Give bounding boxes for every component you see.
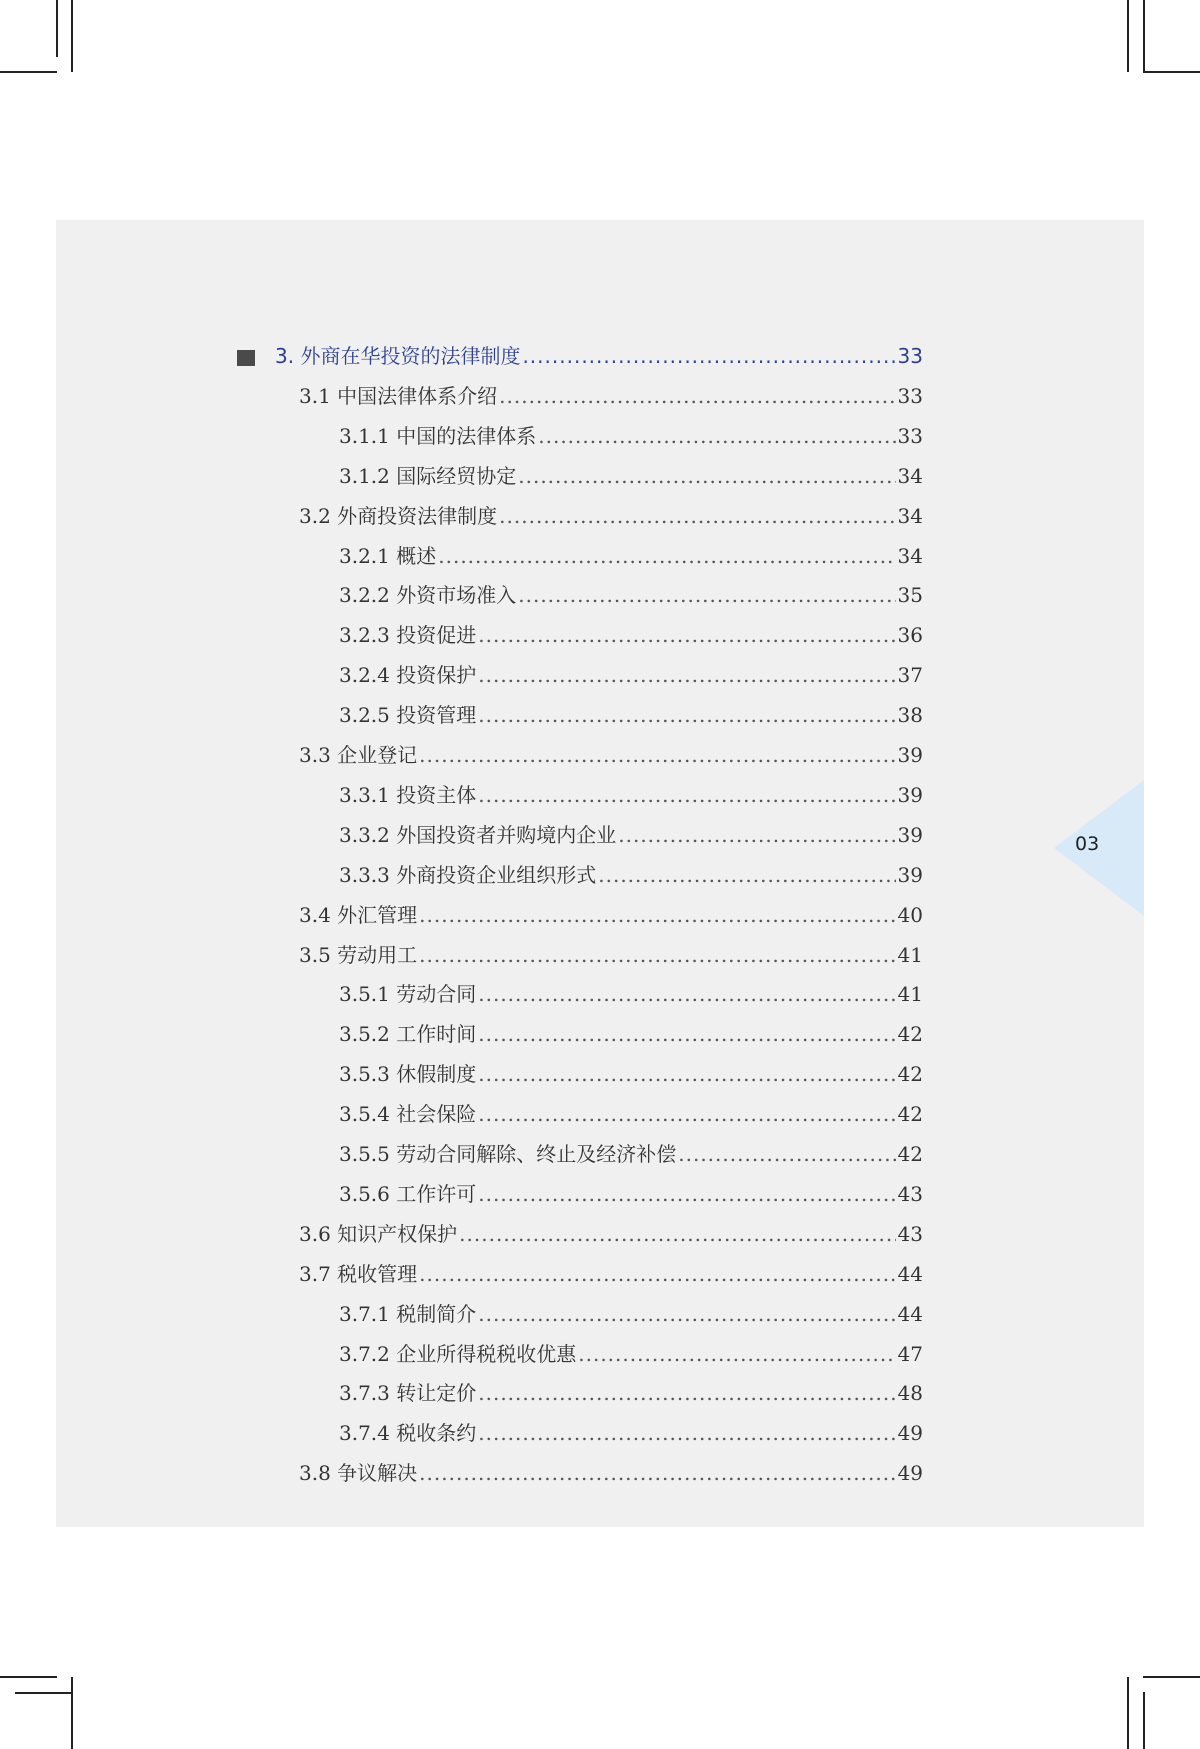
toc-dot-leader: [518, 461, 895, 491]
toc-page-number: 40: [897, 902, 923, 927]
crop-mark-bottom-left-v: [71, 1677, 73, 1749]
toc-dot-leader: [478, 979, 895, 1009]
toc-page-number: 44: [897, 1261, 923, 1286]
toc-subsection-entry[interactable]: [339, 780, 923, 810]
toc-dot-leader: [459, 1219, 895, 1249]
toc-subsection-entry[interactable]: [339, 860, 923, 890]
toc-dot-leader: [522, 341, 895, 371]
toc-dot-leader: [478, 1179, 895, 1209]
crop-mark-bottom-left-h2: [15, 1692, 72, 1694]
toc-dot-leader: [598, 860, 895, 890]
toc-dot-leader: [618, 820, 895, 850]
toc-subsection-entry[interactable]: [339, 1179, 923, 1209]
crop-mark-bottom-left-h: [0, 1676, 57, 1678]
toc-entry-label: 3.5.1 劳动合同: [339, 982, 477, 1007]
toc-subsection-entry[interactable]: [339, 541, 923, 571]
toc-subsection-entry[interactable]: [339, 1378, 923, 1408]
toc-section-entry[interactable]: [299, 1458, 923, 1488]
toc-page-number: 42: [897, 1062, 923, 1087]
toc-dot-leader: [499, 381, 895, 411]
toc-section-entry[interactable]: [299, 381, 923, 411]
toc-entry-label: 3.1.2 国际经贸协定: [339, 463, 517, 488]
toc-dot-leader: [478, 700, 895, 730]
toc-page-number: 39: [897, 822, 923, 847]
toc-entry-label: 3.5.5 劳动合同解除、终止及经济补偿: [339, 1142, 677, 1166]
toc-dot-leader: [478, 1299, 895, 1329]
toc-entry-label: 3.1.1 中国的法律体系: [339, 423, 537, 448]
toc-entry-label: 3.7.3 转让定价: [339, 1381, 477, 1406]
toc-entry-label: 3.5.6 工作许可: [339, 1181, 477, 1206]
toc-page-number: 37: [897, 663, 923, 688]
toc-page-number: 41: [897, 942, 923, 967]
toc-dot-leader: [478, 660, 895, 690]
toc-subsection-entry[interactable]: [339, 979, 923, 1009]
toc-page-number: 44: [897, 1301, 923, 1326]
toc-entry-label: 3.2 外商投资法律制度: [299, 503, 498, 528]
toc-subsection-entry[interactable]: [339, 1299, 923, 1329]
toc-subsection-entry[interactable]: [339, 1019, 923, 1049]
toc-page-number: 33: [897, 344, 923, 368]
toc-entry-label: 3.7.4 税收条约: [339, 1421, 477, 1446]
toc-entry-label: 3.1 中国法律体系介绍: [299, 383, 498, 408]
crop-mark-top-right-v: [1127, 0, 1129, 72]
toc-dot-leader: [678, 1139, 895, 1169]
crop-mark-top-left-v: [71, 0, 73, 72]
toc-dot-leader: [419, 900, 895, 930]
toc-entry-label: 3.4 外汇管理: [299, 902, 418, 927]
toc-dot-leader: [419, 740, 895, 770]
toc-page-number: 35: [897, 583, 923, 608]
toc-page-number: 47: [897, 1341, 923, 1366]
toc-dot-leader: [419, 1259, 895, 1289]
toc-panel: [56, 220, 1144, 1527]
toc-entry-label: 3.2.5 投资管理: [339, 703, 477, 728]
toc-entry-label: 3.2.1 概述: [339, 543, 437, 568]
toc-subsection-entry[interactable]: [339, 820, 923, 850]
toc-page-number: 43: [897, 1221, 923, 1246]
toc-entry-label: 3.3.1 投资主体: [339, 782, 477, 807]
toc-page-number: 41: [897, 982, 923, 1007]
table-of-contents: [56, 220, 1144, 1527]
toc-section-entry[interactable]: [299, 501, 923, 531]
toc-subsection-entry[interactable]: [339, 1139, 923, 1169]
toc-dot-leader: [499, 501, 895, 531]
toc-page-number: 34: [897, 463, 923, 488]
toc-entry-label: 3.5.3 休假制度: [339, 1062, 477, 1087]
toc-entry-label: 3.7.2 企业所得税税收优惠: [339, 1341, 577, 1366]
toc-page-number: 39: [897, 743, 923, 767]
toc-dot-leader: [478, 1019, 895, 1049]
toc-dot-leader: [419, 1458, 895, 1488]
toc-page-number: 38: [897, 703, 923, 728]
chapter-tab-label: 03: [1075, 833, 1100, 855]
toc-subsection-entry[interactable]: [339, 580, 923, 610]
toc-entry-label: 3.3.2 外国投资者并购境内企业: [339, 822, 617, 847]
toc-subsection-entry[interactable]: [339, 1099, 923, 1129]
toc-entry-label: 3.5.2 工作时间: [339, 1022, 477, 1047]
toc-dot-leader: [478, 1099, 895, 1129]
toc-entry-label: 3.7.1 税制简介: [339, 1301, 477, 1326]
toc-entry-label: 3.2.2 外资市场准入: [339, 583, 517, 608]
crop-mark-top-right-h: [1143, 71, 1200, 73]
toc-section-entry[interactable]: [299, 900, 923, 930]
toc-page-number: 33: [897, 423, 923, 448]
toc-chapter-entry[interactable]: [275, 341, 923, 371]
toc-entry-label: 3.2.3 投资促进: [339, 623, 477, 648]
crop-mark-bottom-right-v: [1127, 1677, 1129, 1749]
toc-page-number: 33: [897, 383, 923, 408]
toc-dot-leader: [478, 1059, 895, 1089]
toc-entry-label: 3.3 企业登记: [299, 743, 418, 767]
toc-dot-leader: [419, 940, 895, 970]
toc-entry-label: 3.5 劳动用工: [299, 942, 418, 967]
toc-page-number: 48: [897, 1381, 923, 1406]
toc-page-number: 49: [897, 1461, 923, 1486]
crop-mark-top-left-v2: [56, 0, 58, 57]
toc-subsection-entry[interactable]: [339, 700, 923, 730]
toc-entry-label: 3. 外商在华投资的法律制度: [275, 344, 521, 368]
toc-entry-label: 3.2.4 投资保护: [339, 663, 477, 688]
toc-subsection-entry[interactable]: [339, 421, 923, 451]
toc-page-number: 39: [897, 782, 923, 807]
toc-dot-leader: [478, 780, 895, 810]
toc-dot-leader: [578, 1339, 895, 1369]
toc-dot-leader: [478, 1378, 895, 1408]
toc-entry-label: 3.7 税收管理: [299, 1261, 418, 1286]
crop-mark-bottom-right-h: [1143, 1676, 1200, 1678]
toc-subsection-entry[interactable]: [339, 1418, 923, 1448]
toc-subsection-entry[interactable]: [339, 620, 923, 650]
toc-page-number: 36: [897, 623, 923, 648]
toc-dot-leader: [478, 1418, 895, 1448]
toc-section-entry[interactable]: [299, 740, 923, 770]
toc-page-number: 42: [897, 1022, 923, 1047]
toc-page-number: 39: [897, 862, 923, 887]
toc-entry-label: 3.3.3 外商投资企业组织形式: [339, 862, 597, 887]
toc-section-entry[interactable]: [299, 940, 923, 970]
toc-dot-leader: [518, 580, 895, 610]
toc-subsection-entry[interactable]: [339, 1059, 923, 1089]
toc-entry-label: 3.5.4 社会保险: [339, 1102, 477, 1127]
toc-dot-leader: [438, 541, 895, 571]
toc-page-number: 43: [897, 1181, 923, 1206]
crop-mark-top-left-h: [0, 71, 57, 73]
toc-section-entry[interactable]: [299, 1219, 923, 1249]
toc-page-number: 42: [897, 1102, 923, 1127]
toc-dot-leader: [478, 620, 895, 650]
toc-dot-leader: [538, 421, 895, 451]
toc-entry-label: 3.6 知识产权保护: [299, 1221, 458, 1246]
crop-mark-bottom-right-v2: [1143, 1692, 1145, 1749]
toc-entry-label: 3.8 争议解决: [299, 1461, 418, 1486]
toc-page-number: 34: [897, 503, 923, 528]
toc-page-number: 34: [897, 543, 923, 568]
toc-subsection-entry[interactable]: [339, 660, 923, 690]
toc-subsection-entry[interactable]: [339, 461, 923, 491]
toc-page-number: 42: [897, 1142, 923, 1166]
toc-subsection-entry[interactable]: [339, 1339, 923, 1369]
toc-page-number: 49: [897, 1421, 923, 1446]
crop-mark-top-right-v2: [1143, 0, 1145, 72]
toc-section-entry[interactable]: [299, 1259, 923, 1289]
